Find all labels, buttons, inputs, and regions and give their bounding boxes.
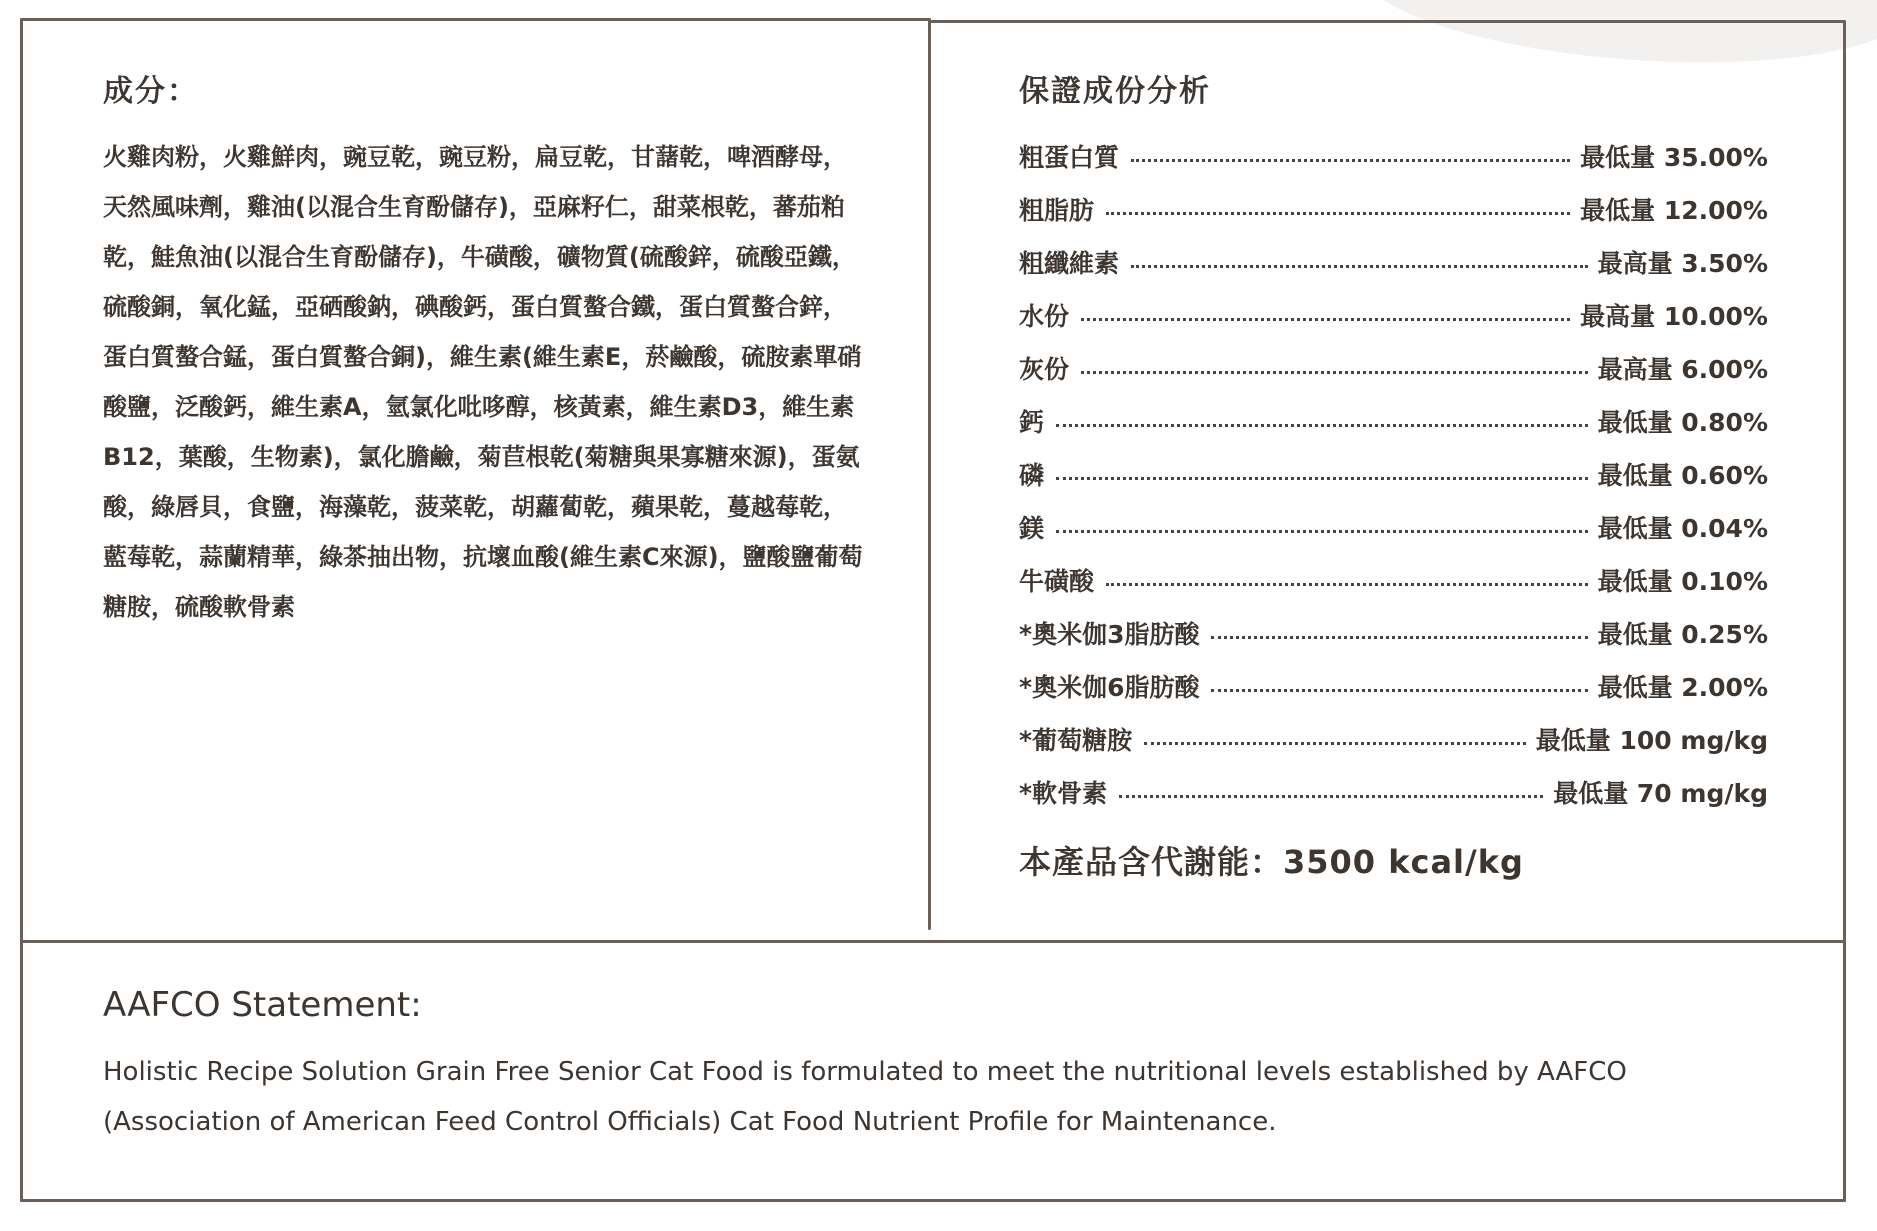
nutrient-value: 最高量 6.00% — [1597, 355, 1768, 384]
analysis-panel — [1019, 66, 1768, 883]
aafco-panel — [103, 985, 1783, 1147]
frame-left-upper — [20, 18, 23, 943]
frame-left-lower — [20, 940, 23, 1202]
dot-leader — [1119, 795, 1543, 798]
frame-divider-horizontal — [20, 940, 1846, 943]
frame-top-left — [20, 18, 930, 21]
analysis-row — [1019, 456, 1768, 509]
analysis-title: 保證成份分析 — [1019, 74, 1211, 109]
nutrient-value: 最高量 10.00% — [1580, 302, 1768, 331]
nutrient-name: 粗蛋白質 — [1019, 143, 1120, 172]
nutrient-value: 最低量 0.60% — [1597, 461, 1768, 490]
analysis-row — [1019, 138, 1768, 191]
nutrient-name: 鎂 — [1019, 514, 1045, 543]
analysis-row — [1019, 403, 1768, 456]
dot-leader — [1131, 265, 1588, 268]
nutrient-name: 粗脂肪 — [1019, 196, 1095, 225]
nutrient-name: 灰份 — [1019, 355, 1070, 384]
nutrient-value: 最低量 100 mg/kg — [1535, 726, 1768, 755]
aafco-text: Holistic Recipe Solution Grain Free Senior Cat Food is formulated to meet the nutritional levels established by AAFCO (Association of American Feed Control Officials) Cat Food Nutrient Profile for Maintenance. — [103, 1057, 1627, 1137]
analysis-row — [1019, 191, 1768, 244]
frame-right-lower — [1843, 940, 1846, 1202]
dot-leader — [1056, 530, 1588, 533]
analysis-row — [1019, 774, 1768, 827]
nutrient-name: 粗纖維素 — [1019, 249, 1120, 278]
nutrient-value: 最低量 0.25% — [1597, 620, 1768, 649]
nutrient-name: 水份 — [1019, 302, 1070, 331]
analysis-row — [1019, 350, 1768, 403]
dot-leader — [1211, 636, 1587, 639]
nutrient-value: 最低量 2.00% — [1597, 673, 1768, 702]
analysis-row — [1019, 562, 1768, 615]
analysis-row — [1019, 297, 1768, 350]
dot-leader — [1106, 212, 1570, 215]
analysis-list — [1019, 138, 1768, 827]
ingredients-panel — [103, 66, 863, 632]
dot-leader — [1131, 159, 1570, 162]
analysis-row — [1019, 721, 1768, 774]
frame-top-right — [930, 20, 1845, 23]
dot-leader — [1081, 318, 1570, 321]
nutrient-value: 最低量 35.00% — [1580, 143, 1768, 172]
dot-leader — [1144, 742, 1526, 745]
dot-leader — [1106, 583, 1588, 586]
analysis-row — [1019, 668, 1768, 721]
nutrient-name: 磷 — [1019, 461, 1045, 490]
nutrient-value: 最低量 70 mg/kg — [1553, 779, 1768, 808]
frame-right-upper — [1843, 20, 1846, 942]
nutrient-name: *軟骨素 — [1019, 779, 1108, 808]
nutrient-value: 最低量 0.10% — [1597, 567, 1768, 596]
frame-bottom — [20, 1199, 1846, 1202]
analysis-row — [1019, 615, 1768, 668]
ingredients-title: 成分： — [103, 74, 199, 109]
aafco-title: AAFCO Statement: — [103, 985, 422, 1025]
nutrient-name: *奧米伽3脂肪酸 — [1019, 620, 1200, 649]
nutrient-name: 牛磺酸 — [1019, 567, 1095, 596]
analysis-row — [1019, 244, 1768, 297]
ingredients-text: 火雞肉粉，火雞鮮肉，豌豆乾，豌豆粉，扁豆乾，甘藷乾，啤酒酵母，天然風味劑，雞油(以混合生育酚儲存)，亞麻籽仁，甜菜根乾，蕃茄粕乾，鮭魚油(以混合生育酚儲存)，牛磺酸，礦物質(硫酸鋅，硫酸亞鐵，硫酸銅，氧化錳，亞硒酸鈉，碘酸鈣，蛋白質螯合鐵，蛋白質螯合鋅，蛋白質螯合錳，蛋白質螯合銅)，維生素(維生素E，菸鹼酸，硫胺素單硝酸鹽，泛酸鈣，維生素A，氫氯化吡哆醇，核黃素，維生素D3，維生素B12，葉酸，生物素)，氯化膽鹼，菊苣根乾(菊糖與果寡糖來源)，蛋氨酸，綠唇貝，食鹽，海藻乾，菠菜乾，胡蘿蔔乾，蘋果乾，蔓越莓乾，藍莓乾，蒜蘭精華，綠茶抽出物，抗壞血酸(維生素C來源)，鹽酸鹽葡萄糖胺，硫酸軟骨素 — [103, 143, 863, 621]
nutrient-name: *葡萄糖胺 — [1019, 726, 1133, 755]
nutrient-value: 最低量 0.04% — [1597, 514, 1768, 543]
frame-divider-vertical — [928, 18, 931, 930]
analysis-row — [1019, 509, 1768, 562]
dot-leader — [1056, 477, 1588, 480]
metabolizable-energy: 本產品含代謝能：3500 kcal/kg — [1019, 843, 1524, 881]
dot-leader — [1081, 371, 1588, 374]
nutrient-value: 最低量 0.80% — [1597, 408, 1768, 437]
nutrient-name: *奧米伽6脂肪酸 — [1019, 673, 1200, 702]
nutrient-value: 最低量 12.00% — [1580, 196, 1768, 225]
dot-leader — [1211, 689, 1587, 692]
nutrient-value: 最高量 3.50% — [1597, 249, 1768, 278]
nutrient-name: 鈣 — [1019, 408, 1045, 437]
dot-leader — [1056, 424, 1588, 427]
